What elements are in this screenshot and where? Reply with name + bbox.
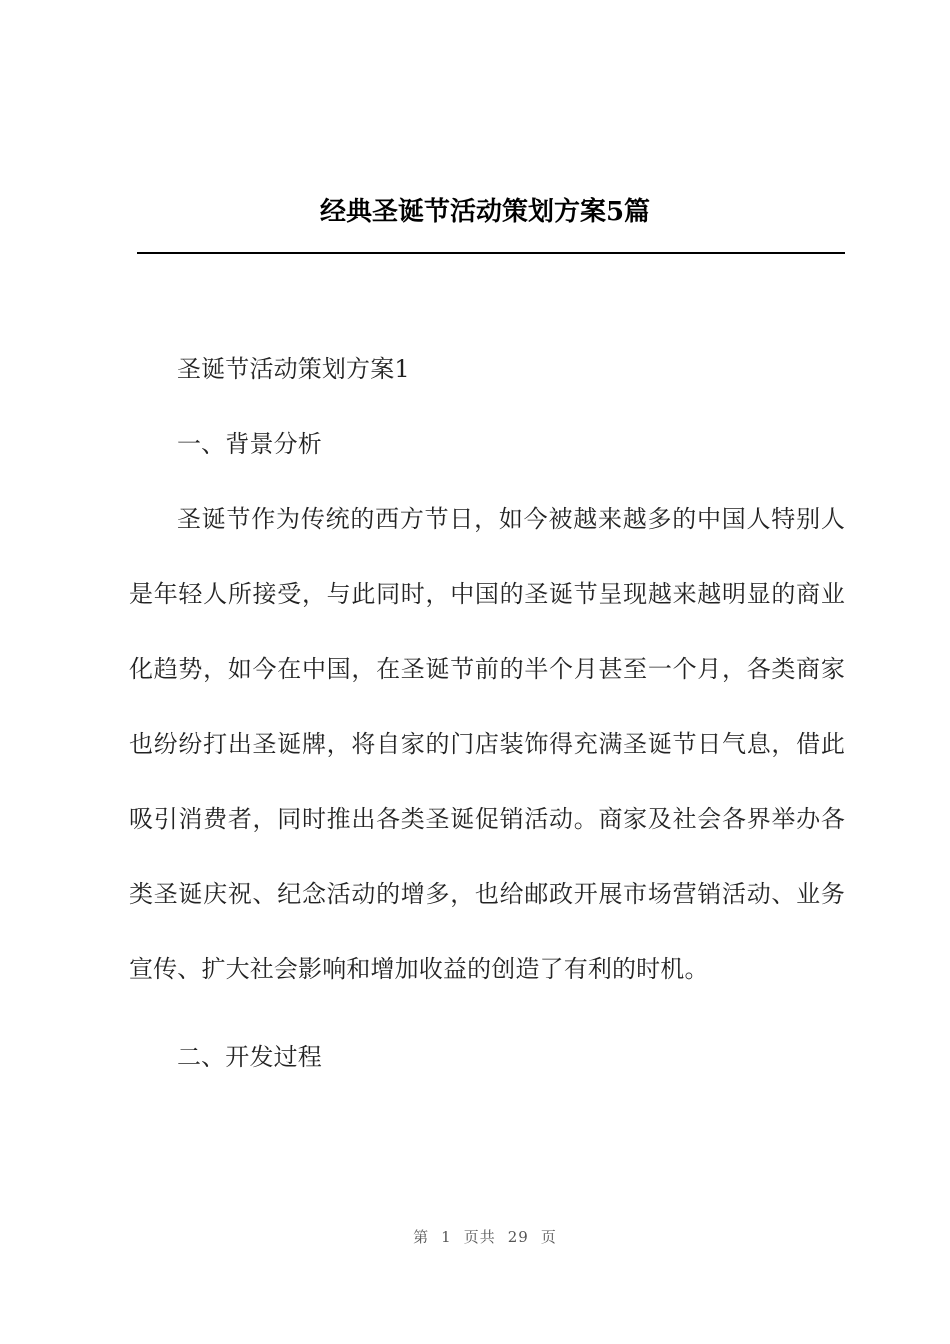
document-body xyxy=(129,344,845,1107)
footer-total-pages: 29 xyxy=(507,1228,529,1246)
document-title: 经典圣诞节活动策划方案5篇 xyxy=(319,197,651,227)
section-title: 圣诞节活动策划方案1 xyxy=(177,355,410,383)
heading-development-process: 二、开发过程 xyxy=(177,1043,322,1071)
footer-middle: 页共 xyxy=(463,1228,496,1246)
footer-prefix: 第 xyxy=(413,1228,430,1246)
footer-current-page: 1 xyxy=(441,1228,452,1246)
footer-suffix: 页 xyxy=(540,1228,557,1246)
heading-background-analysis: 一、背景分析 xyxy=(177,430,322,458)
title-divider xyxy=(137,252,845,254)
paragraph-background: 圣诞节作为传统的西方节日，如今被越来越多的中国人特别人是年轻人所接受，与此同时，中国的圣诞节呈现越来越明显的商业化趋势，如今在中国，在圣诞节前的半个月甚至一个月，各类商家也纷纷打出圣诞牌，将自家的门店装饰得充满圣诞节日气息，借此吸引消费者，同时推出各类圣诞促销活动。商家及社会各界举办各类圣诞庆祝、纪念活动的增多，也给邮政开展市场营销活动、业务宣传、扩大社会影响和增加收益的创造了有利的时机。 xyxy=(129,505,845,983)
page-footer xyxy=(0,1226,950,1247)
